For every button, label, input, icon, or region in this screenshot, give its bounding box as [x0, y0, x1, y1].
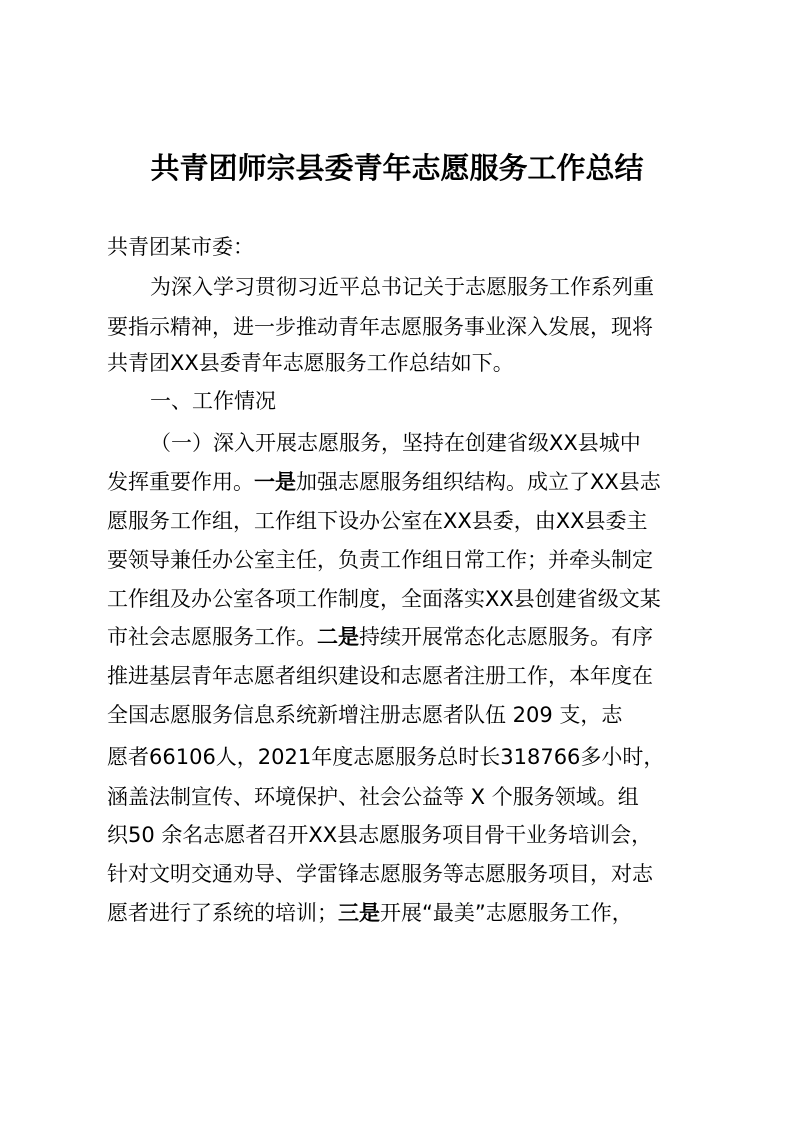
body-line-4: 要领导兼任办公室主任，负责工作组日常工作；并牵头制定 [107, 548, 653, 572]
intro-line-3: 共青团XX县委青年志愿服务工作总结如下。 [107, 351, 514, 375]
body-line-2-text-c: 加强志愿服务组织结构。成立了XX县志 [296, 470, 661, 494]
body-line-10: 涵盖法制宣传、环境保护、社会公益等 X 个服务领域。组 [107, 785, 639, 809]
intro-line-1: 为深入学习贯彻习近平总书记关于志愿服务工作系列重 [150, 275, 654, 299]
bold-marker-second: 二是 [317, 625, 359, 649]
body-line-13-text-c: 开展“最美”志愿服务工作， [380, 901, 633, 925]
document-title: 共青团师宗县委青年志愿服务工作总结 [150, 151, 644, 185]
section-heading-1: 一、工作情况 [150, 389, 276, 413]
body-line-6-text-c: 持续开展常态化志愿服务。有序 [359, 625, 653, 649]
body-line-13-text-a: 愿者进行了系统的培训； [107, 901, 338, 925]
bold-marker-third: 三是 [338, 901, 380, 925]
body-line-11: 织50 余名志愿者召开XX县志愿服务项目骨干业务培训会， [107, 823, 653, 847]
body-line-9: 愿者66106人，2021年度志愿服务总时长318766多小时， [107, 745, 665, 769]
body-line-7: 推进基层青年志愿者组织建设和志愿者注册工作，本年度在 [107, 664, 653, 688]
body-line-13 [107, 898, 707, 928]
bold-marker-first: 一是 [254, 470, 296, 494]
body-line-5: 工作组及办公室各项工作制度，全面落实XX县创建省级文某 [107, 587, 661, 611]
body-line-1: （一）深入开展志愿服务，坚持在创建省级XX县城中 [150, 431, 641, 455]
body-line-8: 全国志愿服务信息系统新增注册志愿者队伍 209 支，志 [107, 703, 623, 727]
salutation: 共青团某市委： [107, 235, 254, 259]
intro-line-2: 要指示精神，进一步推动青年志愿服务事业深入发展，现将 [107, 315, 653, 339]
body-line-6 [107, 622, 707, 652]
body-line-2 [107, 467, 707, 497]
body-line-3: 愿服务工作组，工作组下设办公室在XX县委，由XX县委主 [107, 509, 648, 533]
body-line-2-text-a: 发挥重要作用。 [107, 470, 254, 494]
body-line-12: 针对文明交通劝导、学雷锋志愿服务等志愿服务项目，对志 [107, 862, 653, 886]
body-line-6-text-a: 市社会志愿服务工作。 [107, 625, 317, 649]
